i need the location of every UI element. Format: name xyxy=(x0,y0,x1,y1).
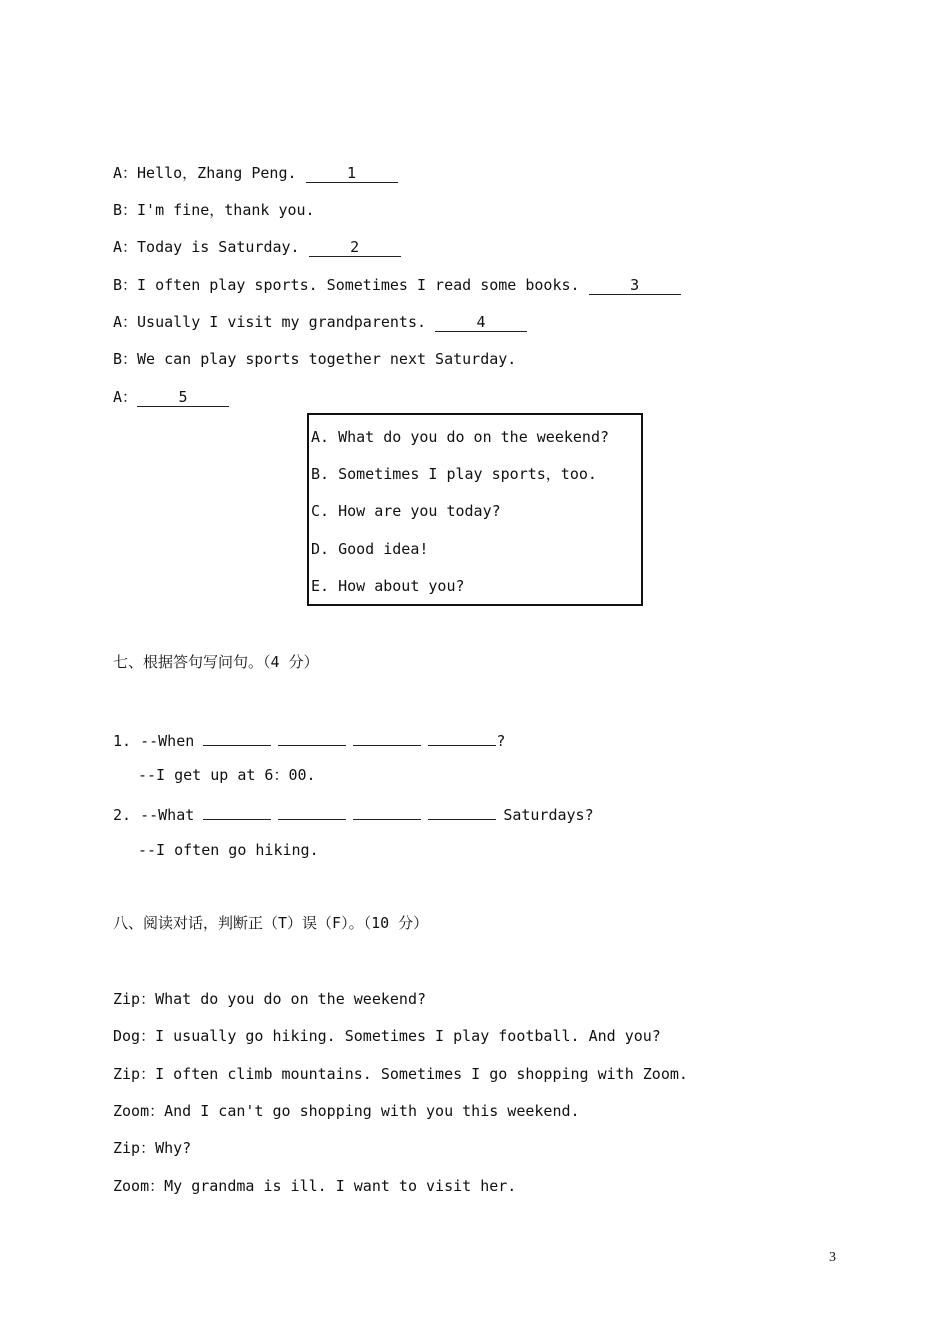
reading-line-3: Zip：I often climb mountains. Sometimes I go shopping with Zoom. xyxy=(113,1065,688,1083)
dialogue-text: Usually I visit my grandparents. xyxy=(137,313,436,331)
dialogue-line-3 xyxy=(113,237,401,257)
dialogue-text: We can play sports together next Saturday. xyxy=(137,350,517,368)
dialogue-text: Today is Saturday. xyxy=(137,238,309,256)
answer-blank: 3 xyxy=(589,277,681,295)
dialogue-text: Hello，Zhang Peng. xyxy=(137,164,306,182)
question-prefix: 2. --What xyxy=(113,806,204,824)
word-blank xyxy=(353,728,421,746)
reading-line-6: Zoom：My grandma is ill. I want to visit her. xyxy=(113,1177,517,1195)
question-prefix: 1. --When xyxy=(113,732,204,750)
speaker-label: B： xyxy=(113,201,138,219)
dialogue-line-2 xyxy=(113,200,315,220)
word-blank xyxy=(428,802,496,820)
options-box xyxy=(307,413,643,606)
answer-1: --I get up at 6：00. xyxy=(138,766,316,784)
word-blank xyxy=(353,802,421,820)
dialogue-text: I often play sports. Sometimes I read some books. xyxy=(137,276,589,294)
speaker-label: A： xyxy=(113,313,138,331)
dialogue-line-1 xyxy=(113,163,398,183)
reading-line-4: Zoom：And I can't go shopping with you this weekend. xyxy=(113,1102,580,1120)
answer-2: --I often go hiking. xyxy=(138,841,319,859)
answer-blank: 1 xyxy=(306,165,398,183)
option-e: E. How about you? xyxy=(311,577,465,595)
word-blank xyxy=(278,802,346,820)
section-8-title: 八、阅读对话，判断正（T）误（F）。（10 分） xyxy=(113,914,429,932)
question-2 xyxy=(113,802,594,825)
word-blank xyxy=(203,728,271,746)
dialogue-line-4 xyxy=(113,275,681,295)
word-blank xyxy=(428,728,496,746)
speaker-label: A： xyxy=(113,164,138,182)
speaker-label: A： xyxy=(113,238,138,256)
question-1 xyxy=(113,728,505,751)
section-7-title: 七、根据答句写问句。（4 分） xyxy=(113,653,319,671)
option-a: A. What do you do on the weekend? xyxy=(311,428,610,446)
word-blank xyxy=(278,728,346,746)
reading-line-5: Zip：Why? xyxy=(113,1139,192,1157)
word-blank xyxy=(203,802,271,820)
speaker-label: B： xyxy=(113,276,138,294)
answer-blank: 5 xyxy=(137,389,229,407)
dialogue-text: I'm fine，thank you. xyxy=(137,201,315,219)
dialogue-line-5 xyxy=(113,312,527,332)
option-c: C. How are you today? xyxy=(311,502,501,520)
answer-blank: 2 xyxy=(309,239,401,257)
option-d: D. Good idea! xyxy=(311,540,429,558)
speaker-label: B： xyxy=(113,350,138,368)
reading-line-1: Zip：What do you do on the weekend? xyxy=(113,990,427,1008)
page-number: 3 xyxy=(829,1250,836,1265)
dialogue-line-6 xyxy=(113,349,516,369)
speaker-label: A： xyxy=(113,388,138,406)
answer-blank: 4 xyxy=(435,314,527,332)
question-suffix: Saturdays? xyxy=(503,806,594,824)
reading-line-2: Dog：I usually go hiking. Sometimes I play football. And you? xyxy=(113,1027,661,1045)
dialogue-line-7 xyxy=(113,387,229,407)
option-b: B. Sometimes I play sports，too. xyxy=(311,465,597,483)
question-suffix: ? xyxy=(496,732,506,750)
